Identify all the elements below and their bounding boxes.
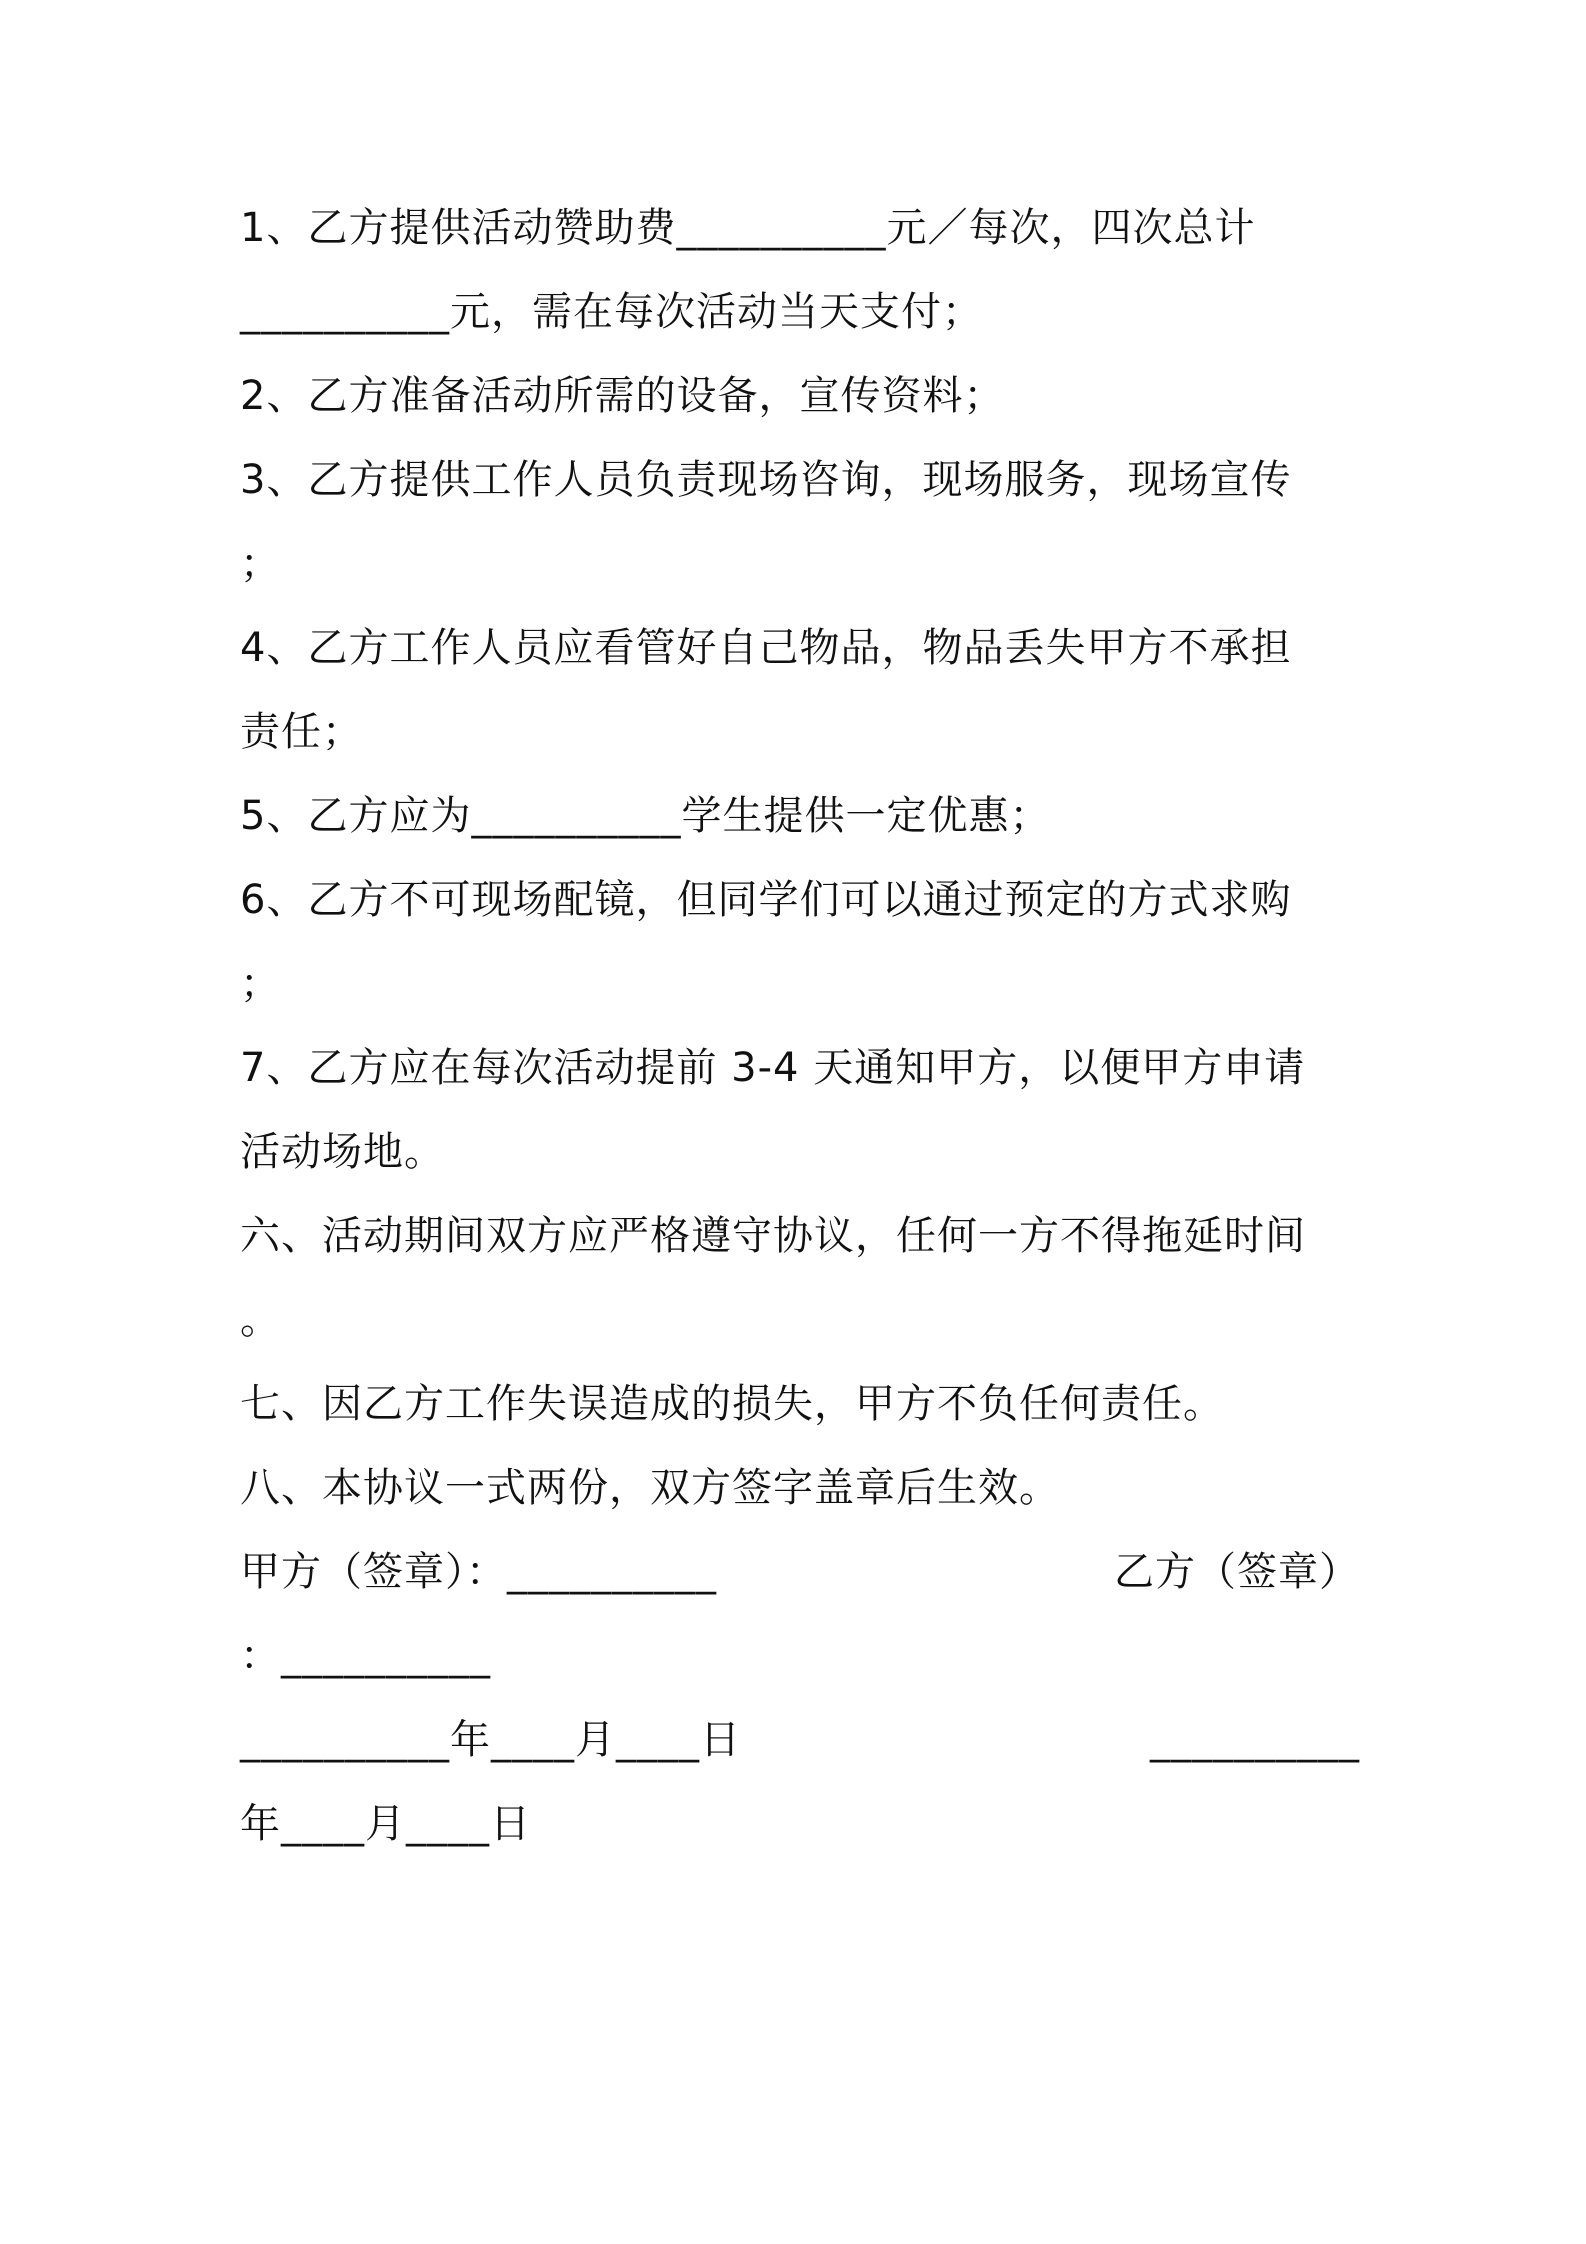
date-row: [240, 1698, 1360, 1782]
party-a-signature: 甲方（签章）：__________: [240, 1549, 717, 1595]
clause-6-line-1: 6、乙方不可现场配镜，但同学们可以通过预定的方式求购: [240, 877, 1292, 923]
section-6-line-1: 六、活动期间双方应严格遵守协议，任何一方不得拖延时间: [240, 1213, 1306, 1259]
clause-3-line-1: 3、乙方提供工作人员负责现场咨询，现场服务，现场宣传: [240, 457, 1292, 503]
clause-5: 5、乙方应为__________学生提供一定优惠；: [240, 793, 1051, 839]
party-b-signature-line: ：__________: [240, 1633, 491, 1679]
party-b-date-rest: 年____月____日: [240, 1801, 531, 1847]
signature-row: [240, 1530, 1360, 1614]
party-b-date-blank: __________: [1150, 1717, 1360, 1763]
clause-4-line-2: 责任；: [240, 709, 363, 755]
section-6-line-2: 。: [240, 1297, 281, 1343]
clause-7-line-1: 7、乙方应在每次活动提前 3-4 天通知甲方，以便甲方申请: [240, 1045, 1306, 1091]
clause-1-line-1: 1、乙方提供活动赞助费__________元／每次，四次总计: [240, 205, 1256, 251]
clause-1-line-2: __________元，需在每次活动当天支付；: [240, 289, 983, 335]
clause-2: 2、乙方准备活动所需的设备，宣传资料；: [240, 373, 1005, 419]
section-7: 七、因乙方工作失误造成的损失，甲方不负任何责任。: [240, 1381, 1224, 1427]
clause-3-line-2: ；: [240, 541, 281, 587]
clause-7-line-2: 活动场地。: [240, 1129, 445, 1175]
clause-4-line-1: 4、乙方工作人员应看管好自己物品，物品丢失甲方不承担: [240, 625, 1292, 671]
clause-6-line-2: ；: [240, 961, 281, 1007]
party-b-signature-label: 乙方（签章）: [1114, 1549, 1360, 1595]
section-8: 八、本协议一式两份，双方签字盖章后生效。: [240, 1465, 1060, 1511]
party-a-date: __________年____月____日: [240, 1717, 741, 1763]
